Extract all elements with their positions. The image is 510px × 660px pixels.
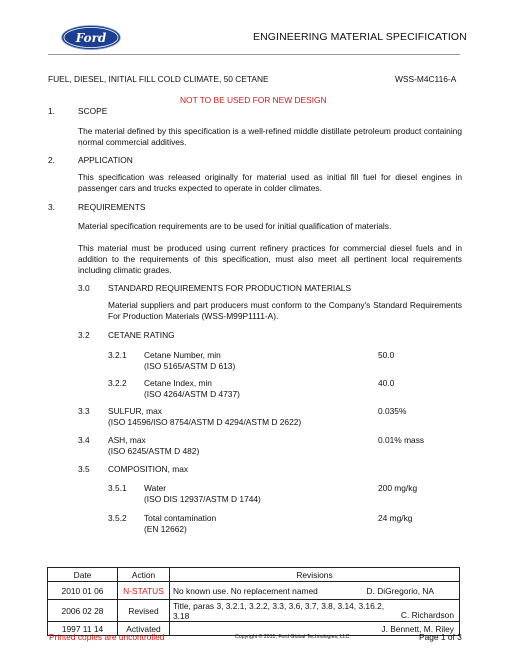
subsection-title-standard-requirements: STANDARD REQUIREMENTS FOR PRODUCTION MATERIALS bbox=[108, 283, 352, 293]
table-row bbox=[48, 582, 460, 600]
page-number: Page 1 of 3 bbox=[419, 632, 462, 642]
item-label: Water bbox=[144, 483, 167, 493]
subsection-number: 3.2 bbox=[78, 330, 90, 340]
item-method: (ISO 14596/ISO 8754/ASTM D 4294/ASTM D 2622) bbox=[108, 417, 302, 427]
item-method: (ISO 4264/ASTM D 4737) bbox=[144, 389, 240, 399]
item-method: (ISO 5165/ASTM D 613) bbox=[144, 361, 236, 371]
revision-action: Revised bbox=[118, 600, 170, 622]
ford-logo bbox=[61, 25, 121, 50]
subsection-number: 3.5 bbox=[78, 464, 90, 474]
item-value: 50.0 bbox=[378, 350, 395, 360]
revision-table-header bbox=[48, 568, 460, 582]
header-rule bbox=[48, 54, 460, 55]
section-number: 2. bbox=[48, 155, 55, 165]
column-header-date: Date bbox=[48, 568, 118, 582]
requirements-text-2: This material must be produced using current refinery practices for commercial diesel fuels and in addition to the requirements of this specification, must also meet all pertinent local requirements including climatic grades. bbox=[78, 243, 462, 275]
subsection-title-cetane-rating: CETANE RATING bbox=[108, 330, 175, 340]
spec-header-title: ENGINEERING MATERIAL SPECIFICATION bbox=[253, 31, 467, 43]
design-notice: NOT TO BE USED FOR NEW DESIGN bbox=[180, 95, 327, 105]
item-value: 0.035% bbox=[378, 406, 407, 416]
section-title-scope: SCOPE bbox=[78, 106, 108, 116]
section-number: 1. bbox=[48, 106, 55, 116]
item-label: SULFUR, max bbox=[108, 406, 162, 416]
subsection-number: 3.4 bbox=[78, 435, 90, 445]
item-label: Cetane Index, min bbox=[144, 378, 212, 388]
item-number: 3.2.1 bbox=[108, 350, 127, 360]
item-method: (ISO DIS 12937/ASTM D 1744) bbox=[144, 494, 261, 504]
document-name: FUEL, DIESEL, INITIAL FILL COLD CLIMATE, 50 CETANE bbox=[48, 74, 269, 84]
section-number: 3. bbox=[48, 202, 55, 212]
column-header-action: Action bbox=[118, 568, 170, 582]
revision-author: D. DiGregorio, NA bbox=[366, 585, 434, 596]
item-number: 3.5.2 bbox=[108, 513, 127, 523]
revision-action: N-STATUS bbox=[118, 582, 170, 600]
subsection-number: 3.3 bbox=[78, 406, 90, 416]
item-value: 200 mg/kg bbox=[378, 483, 418, 493]
item-number: 3.2.2 bbox=[108, 378, 127, 388]
revision-cell bbox=[170, 582, 460, 600]
subsection-title-composition: COMPOSITION, max bbox=[108, 464, 189, 474]
item-value: 0.01% mass bbox=[378, 435, 425, 445]
item-method: (ISO 6245/ASTM D 482) bbox=[108, 446, 200, 456]
requirements-text-1: Material specification requirements are to be used for initial qualification of materials. bbox=[78, 221, 392, 231]
item-value: 24 mg/kg bbox=[378, 513, 413, 523]
item-value: 40.0 bbox=[378, 378, 395, 388]
section-title-application: APPLICATION bbox=[78, 155, 133, 165]
table-row bbox=[48, 600, 460, 622]
revision-author: C. Richardson bbox=[400, 610, 454, 620]
item-method: (EN 12662) bbox=[144, 524, 187, 534]
revision-date: 2010 01 06 bbox=[48, 582, 118, 600]
revision-date: 1997 11 14 bbox=[48, 622, 118, 636]
revision-author: J. Bennett, M. Riley bbox=[381, 623, 454, 634]
item-label: ASH, max bbox=[108, 435, 146, 445]
column-header-revisions: Revisions bbox=[170, 568, 460, 582]
logo-text: Ford bbox=[75, 30, 107, 45]
revision-date: 2006 02 28 bbox=[48, 600, 118, 622]
uncontrolled-notice: Printed copies are uncontrolled bbox=[49, 632, 165, 642]
document-number: WSS-M4C116-A bbox=[395, 74, 457, 84]
item-label: Total contamination bbox=[144, 513, 217, 523]
revision-action: Activated bbox=[118, 622, 170, 636]
scope-text: The material defined by this specification is a well-refined middle distillate petroleum product containing normal commercial additives. bbox=[78, 126, 462, 147]
revision-table bbox=[47, 567, 460, 636]
revision-text: Title, paras 3, 3.2.1, 3.2.2, 3.3, 3.6, 3.7, 3.8, 3.14, 3.16.2, 3.18 bbox=[173, 600, 385, 621]
standard-requirements-text: Material suppliers and part producers must conform to the Company's Standard Requirements For Production Materials (WSS-M99P1111-A). bbox=[108, 300, 462, 321]
application-text: This specification was released originally for material used as initial fill fuel for diesel engines in passenger cars and trucks expected to operate in colder climates. bbox=[78, 172, 462, 193]
copyright-notice: Copyright © 2010, Ford Global Technologies, LLC bbox=[235, 634, 350, 640]
revision-cell bbox=[170, 600, 460, 622]
section-title-requirements: REQUIREMENTS bbox=[78, 202, 146, 212]
revision-text: No known use. No replacement named bbox=[173, 585, 318, 596]
item-number: 3.5.1 bbox=[108, 483, 127, 493]
item-label: Cetane Number, min bbox=[144, 350, 221, 360]
subsection-number: 3.0 bbox=[78, 283, 90, 293]
